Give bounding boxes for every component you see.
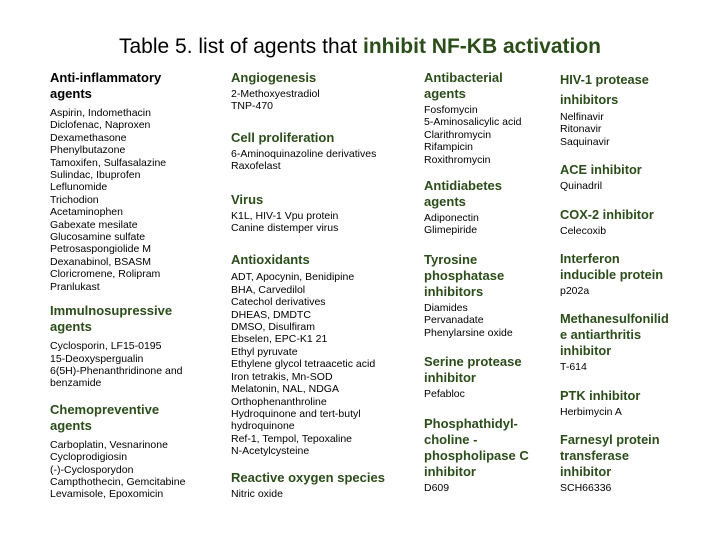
title-highlight: inhibit NF-KB activation [362, 35, 601, 58]
section-items: Fosfomycin 5-Aminosalicylic acid Clarithromycin Rifampicin Roxithromycin [424, 104, 522, 166]
section-items: ADT, Apocynin, Benidipine BHA, Carvedilol Catechol derivatives DHEAS, DMDTC DMSO, Disulfiram Ebselen, EPC-K1 21 Ethyl pyruvate Ethylene glycol tetraacetic acid Iron tetrakis, Mn-SOD Melatonin, NAL, NDGA Orthophenanthroline Hydroquinone and tert-butyl hydroquinone Ref-1, Tempol, Tepoxaline N-Acetylcysteine [231, 271, 376, 458]
section-methanesulfonilide [560, 311, 700, 373]
section-heading: Methanesulfonilid e antiarthritis inhibitor [560, 311, 669, 359]
column-3 [424, 70, 560, 495]
column-1 [50, 70, 200, 501]
section-items: Aspirin, Indomethacin Diclofenac, Naproxen Dexamethasone Phenylbutazone Tamoxifen, Sulfasalazine Sulindac, Ibuprofen Leflunomide Trichodion Acetaminophen Gabexate mesilate Glucosamine sulfate Petrosaspongiolide M Dexanabinol, BSASM Cloricromene, Rolipram Pranlukast [50, 107, 167, 293]
section-heading: Virus [231, 191, 264, 207]
section-heading: Phosphathidyl- choline - phospholipase C inhibitor [424, 416, 529, 480]
section-heading: Antibacterial agents [424, 70, 503, 101]
section-virus [231, 192, 406, 235]
table-title [0, 34, 720, 60]
section-heading: COX-2 inhibitor [560, 206, 654, 222]
section-heading: Interferon inducible protein [560, 251, 664, 283]
section-tyrosine-phosphatase [424, 252, 560, 339]
section-items: K1L, HIV-1 Vpu protein Canine distemper virus [231, 209, 339, 235]
section-heading: ACE inhibitor [560, 162, 642, 178]
section-serine-protease [424, 354, 560, 400]
section-anti-inflammatory [50, 70, 200, 293]
section-heading: Farnesyl protein transferase inhibitor [560, 432, 660, 480]
section-items: Nitric oxide [231, 487, 283, 500]
section-phospholipase [424, 416, 560, 494]
section-antidiabetes [424, 178, 560, 237]
section-items: Quinadril [560, 180, 603, 193]
section-heading: Immulnosupressive agents [50, 303, 173, 335]
section-heading: Reactive oxygen species [231, 469, 385, 485]
section-items: D609 [424, 482, 450, 495]
column-4 [560, 70, 700, 495]
section-items: SCH66336 [560, 482, 612, 495]
section-heading: Chemopreventive agents [50, 401, 160, 433]
section-heading: Serine protease inhibitor [424, 354, 522, 386]
section-cell-proliferation [231, 130, 406, 173]
column-2 [231, 70, 406, 500]
section-ptk-inhibitor [560, 388, 700, 418]
section-antioxidants [231, 252, 406, 457]
section-heading: Anti-inflammatory agents [50, 70, 162, 101]
section-items: T-614 [560, 361, 587, 374]
section-farnesyl [560, 432, 700, 494]
section-heading: Antioxidants [231, 252, 310, 268]
section-items: Celecoxib [560, 224, 607, 237]
section-items: Diamides Pervanadate Phenylarsine oxide [424, 301, 513, 339]
section-angiogenesis [231, 70, 406, 113]
section-reactive-oxygen [231, 470, 406, 500]
section-interferon [560, 251, 700, 297]
section-antibacterial [424, 70, 560, 166]
section-items: p202a [560, 285, 590, 298]
section-heading: PTK inhibitor [560, 387, 641, 403]
section-items: Adiponectin Glimepiride [424, 212, 479, 237]
section-heading: Antidiabetes agents [424, 178, 503, 210]
section-ace-inhibitor [560, 162, 700, 192]
section-chemopreventive [50, 402, 200, 501]
section-items: Nelfinavir Ritonavir Saquinavir [560, 111, 610, 148]
section-items: Cyclosporin, LF15-0195 15-Deoxyspergualin 6(5H)-Phenanthridinone and benzamide [50, 340, 183, 390]
section-heading: Angiogenesis [231, 70, 317, 85]
section-heading: Tyrosine phosphatase inhibitors [424, 251, 505, 299]
section-hiv-protease [560, 70, 700, 148]
title-prefix: Table 5. list of agents that [119, 35, 363, 58]
section-items: 6-Aminoquinazoline derivatives Raxofelast [231, 147, 377, 173]
section-items: 2-Methoxyestradiol TNP-470 [231, 88, 320, 113]
section-immunosuppressive [50, 303, 200, 390]
section-heading: HIV-1 protease inhibitors [560, 72, 649, 107]
section-items: Herbimycin A [560, 405, 622, 418]
section-heading: Cell proliferation [231, 129, 335, 145]
section-items: Carboplatin, Vesnarinone Cycloprodigiosin (-)-Cyclosporydon Campthothecin, Gemcitabine Levamisole, Epoxomicin [50, 438, 186, 501]
section-cox2-inhibitor [560, 207, 700, 237]
section-items: Pefabloc [424, 388, 465, 401]
